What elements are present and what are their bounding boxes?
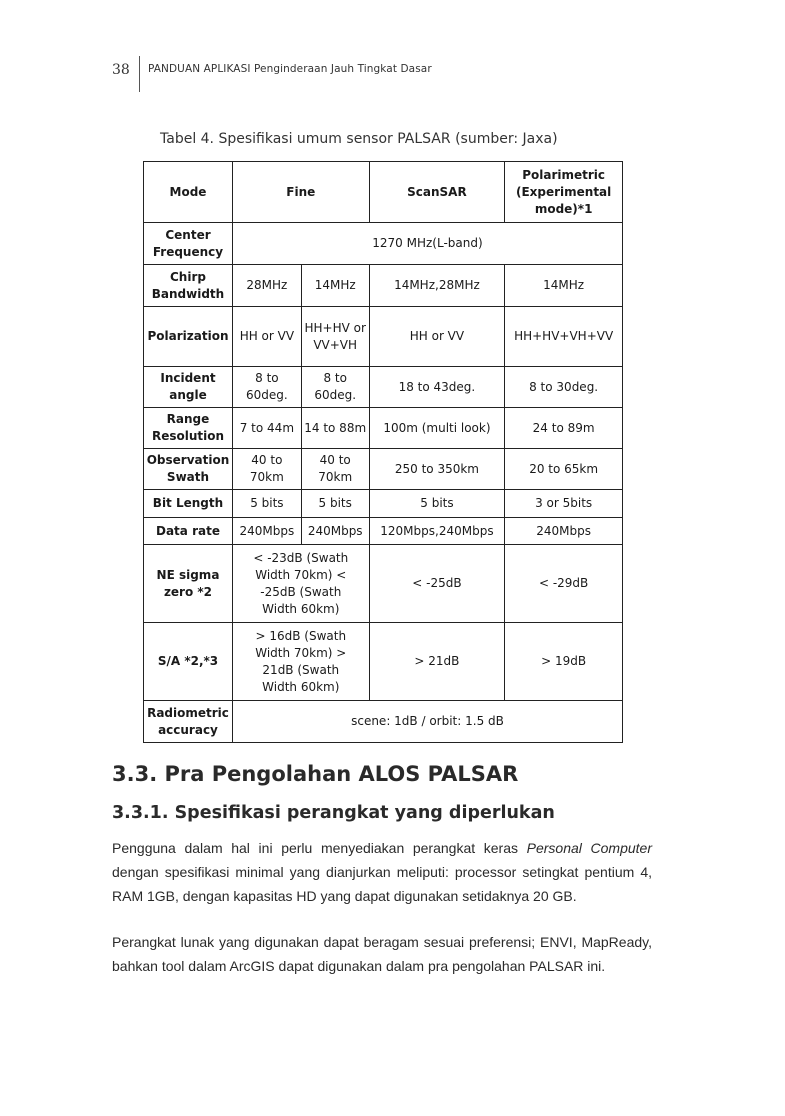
table-cell: < -23dB (Swath Width 70km) < -25dB (Swath Width 60km) <box>232 545 369 623</box>
table-row <box>144 307 623 367</box>
row-label: Data rate <box>144 518 233 545</box>
table-cell: 14MHz <box>301 265 369 307</box>
header-scansar: ScanSAR <box>369 162 505 223</box>
page-number: 38 <box>112 62 130 78</box>
row-label: Incident angle <box>144 367 233 408</box>
table-cell: > 19dB <box>505 623 623 701</box>
table-cell: 1270 MHz(L-band) <box>232 223 622 265</box>
table-row <box>144 518 623 545</box>
table-cell: 100m (multi look) <box>369 408 505 449</box>
table-cell: 28MHz <box>232 265 301 307</box>
table-cell: 8 to 60deg. <box>232 367 301 408</box>
table-cell: 18 to 43deg. <box>369 367 505 408</box>
header-polarimetric: Polarimetric (Experimental mode)*1 <box>505 162 623 223</box>
table-cell: 40 to 70km <box>232 449 301 490</box>
table-cell: 3 or 5bits <box>505 490 623 518</box>
table-row <box>144 223 623 265</box>
table-cell: HH or VV <box>232 307 301 367</box>
table-cell: 20 to 65km <box>505 449 623 490</box>
row-label: Chirp Bandwidth <box>144 265 233 307</box>
table-cell: 7 to 44m <box>232 408 301 449</box>
row-label: Observation Swath <box>144 449 233 490</box>
row-label: Radiometric accuracy <box>144 701 233 743</box>
table-cell: HH+HV+VH+VV <box>505 307 623 367</box>
row-label: NE sigma zero *2 <box>144 545 233 623</box>
section-heading: 3.3. Pra Pengolahan ALOS PALSAR <box>112 762 519 786</box>
table-cell: 14 to 88m <box>301 408 369 449</box>
table-cell: 24 to 89m <box>505 408 623 449</box>
row-label: Range Resolution <box>144 408 233 449</box>
table-cell: 250 to 350km <box>369 449 505 490</box>
header-mode: Mode <box>144 162 233 223</box>
table-cell: 120Mbps,240Mbps <box>369 518 505 545</box>
table-cell: HH+HV or VV+VH <box>301 307 369 367</box>
table-cell: 240Mbps <box>505 518 623 545</box>
table-caption: Tabel 4. Spesifikasi umum sensor PALSAR (sumber: Jaxa) <box>160 131 558 147</box>
table-row <box>144 701 623 743</box>
table-cell: > 16dB (Swath Width 70km) > 21dB (Swath Width 60km) <box>232 623 369 701</box>
paragraph-software: Perangkat lunak yang digunakan dapat beragam sesuai preferensi; ENVI, MapReady, bahkan tool dalam ArcGIS dapat digunakan dalam pra pengolahan PALSAR ini. <box>112 934 652 974</box>
table-cell: 240Mbps <box>301 518 369 545</box>
table-cell: > 21dB <box>369 623 505 701</box>
table-header-row <box>144 162 623 223</box>
table-cell: 40 to 70km <box>301 449 369 490</box>
table-cell: scene: 1dB / orbit: 1.5 dB <box>232 701 622 743</box>
table-cell: 8 to 60deg. <box>301 367 369 408</box>
row-label: S/A *2,*3 <box>144 623 233 701</box>
row-label: Bit Length <box>144 490 233 518</box>
paragraph-hardware <box>112 836 652 908</box>
table-row <box>144 449 623 490</box>
table-row <box>144 490 623 518</box>
row-label: Center Frequency <box>144 223 233 265</box>
table-cell: < -29dB <box>505 545 623 623</box>
table-row <box>144 367 623 408</box>
header-fine: Fine <box>232 162 369 223</box>
subsection-heading: 3.3.1. Spesifikasi perangkat yang diperlukan <box>112 803 555 823</box>
table-cell: < -25dB <box>369 545 505 623</box>
table-cell: 14MHz <box>505 265 623 307</box>
palsar-spec-table <box>143 161 623 743</box>
table-cell: 5 bits <box>232 490 301 518</box>
running-title: PANDUAN APLIKASI Penginderaan Jauh Tingkat Dasar <box>148 63 432 75</box>
table-cell: 14MHz,28MHz <box>369 265 505 307</box>
table-cell: HH or VV <box>369 307 505 367</box>
table-cell: 240Mbps <box>232 518 301 545</box>
page-header <box>0 56 785 92</box>
paragraph-text: dengan spesifikasi minimal yang dianjurkan meliputi: processor setingkat pentium 4, RAM 1GB, dengan kapasitas HD yang dapat digunakan setidaknya 20 GB. <box>112 864 652 904</box>
table-cell: 8 to 30deg. <box>505 367 623 408</box>
table-row <box>144 265 623 307</box>
table-row <box>144 623 623 701</box>
table-row <box>144 545 623 623</box>
paragraph-emphasis: Personal Computer <box>526 840 652 856</box>
row-label: Polarization <box>144 307 233 367</box>
table-cell: 5 bits <box>369 490 505 518</box>
header-divider <box>139 56 140 92</box>
table-row <box>144 408 623 449</box>
table-cell: 5 bits <box>301 490 369 518</box>
paragraph-text: Pengguna dalam hal ini perlu menyediakan perangkat keras <box>112 840 527 856</box>
